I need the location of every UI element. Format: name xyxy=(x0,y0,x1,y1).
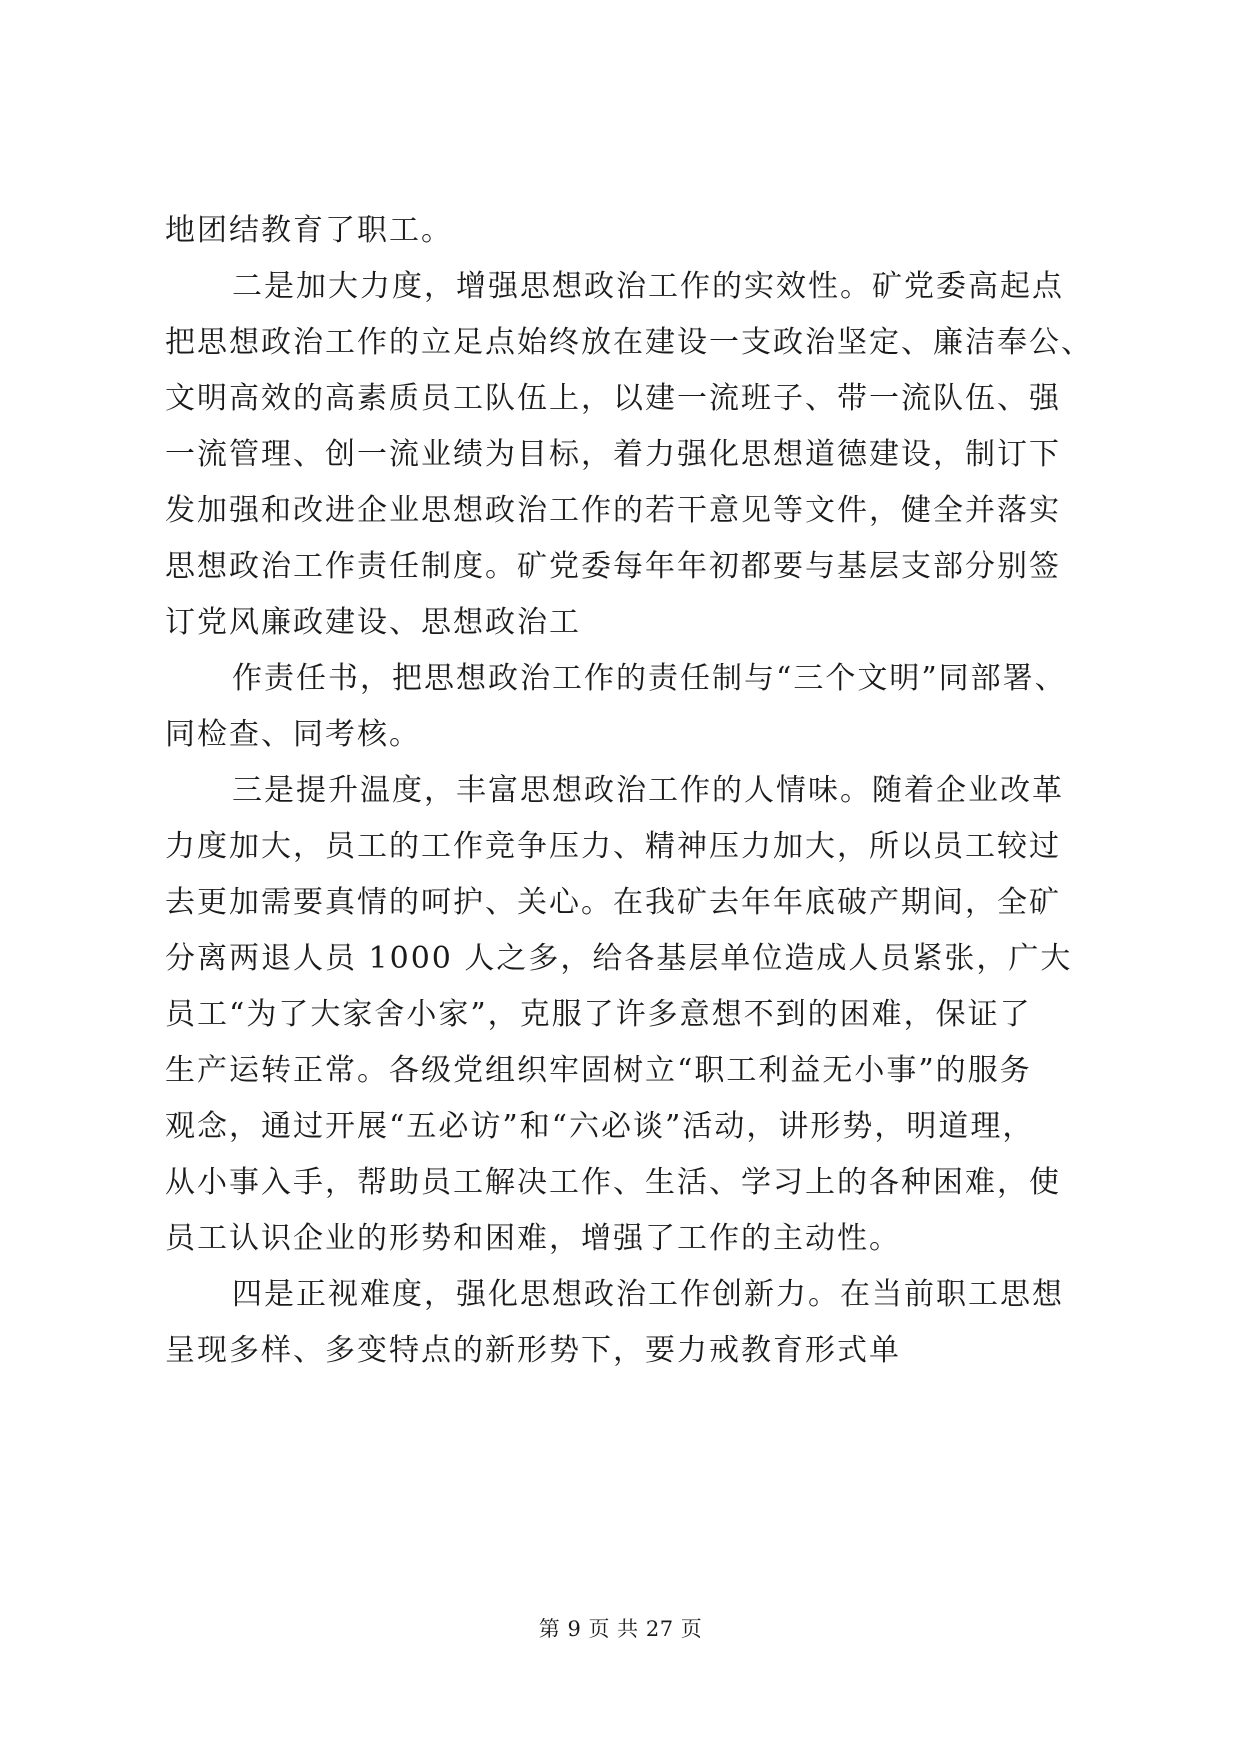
paragraph-4-line-8: 从小事入手，帮助员工解决工作、生活、学习上的各种困难，使 xyxy=(165,1165,1061,1200)
paragraph-4-line-4: 分离两退人员 1000 人之多，给各基层单位造成人员紧张，广大 xyxy=(165,941,1073,976)
paragraph-3-line-2: 同检查、同考核。 xyxy=(165,717,421,752)
paragraph-2-line-2: 把思想政治工作的立足点始终放在建设一支政治坚定、廉洁奉公、 xyxy=(165,325,1093,360)
paragraph-3-line-1: 作责任书，把思想政治工作的责任制与“三个文明”同部署、 xyxy=(232,661,1067,696)
paragraph-4-line-5: 员工“为了大家舍小家”，克服了许多意想不到的困难，保证了 xyxy=(165,997,1032,1032)
paragraph-4-line-3: 去更加需要真情的呵护、关心。在我矿去年年底破产期间，全矿 xyxy=(165,885,1061,920)
paragraph-4-line-7: 观念，通过开展“五必访”和“六必谈”活动，讲形势，明道理， xyxy=(165,1109,1035,1144)
page-number-footer: 第 9 页 共 27 页 xyxy=(538,1617,703,1641)
paragraph-2-line-3: 文明高效的高素质员工队伍上，以建一流班子、带一流队伍、强 xyxy=(165,381,1061,416)
paragraph-2-line-1: 二是加大力度，增强思想政治工作的实效性。矿党委高起点 xyxy=(232,269,1064,304)
paragraph-2-line-7: 订党风廉政建设、思想政治工 xyxy=(165,605,581,640)
paragraph-2-line-4: 一流管理、创一流业绩为目标，着力强化思想道德建设，制订下 xyxy=(165,437,1061,472)
paragraph-5-line-1: 四是正视难度，强化思想政治工作创新力。在当前职工思想 xyxy=(232,1277,1064,1312)
paragraph-4-line-9: 员工认识企业的形势和困难，增强了工作的主动性。 xyxy=(165,1221,901,1256)
paragraph-4-line-1: 三是提升温度，丰富思想政治工作的人情味。随着企业改革 xyxy=(232,773,1064,808)
paragraph-2-line-5: 发加强和改进企业思想政治工作的若干意见等文件，健全并落实 xyxy=(165,493,1061,528)
paragraph-5-line-2: 呈现多样、多变特点的新形势下，要力戒教育形式单 xyxy=(165,1333,901,1368)
body-line-1: 地团结教育了职工。 xyxy=(165,213,453,248)
paragraph-2-line-6: 思想政治工作责任制度。矿党委每年年初都要与基层支部分别签 xyxy=(165,549,1061,584)
paragraph-4-line-6: 生产运转正常。各级党组织牢固树立“职工利益无小事”的服务 xyxy=(165,1053,1032,1088)
paragraph-4-line-2: 力度加大，员工的工作竞争压力、精神压力加大，所以员工较过 xyxy=(165,829,1061,864)
